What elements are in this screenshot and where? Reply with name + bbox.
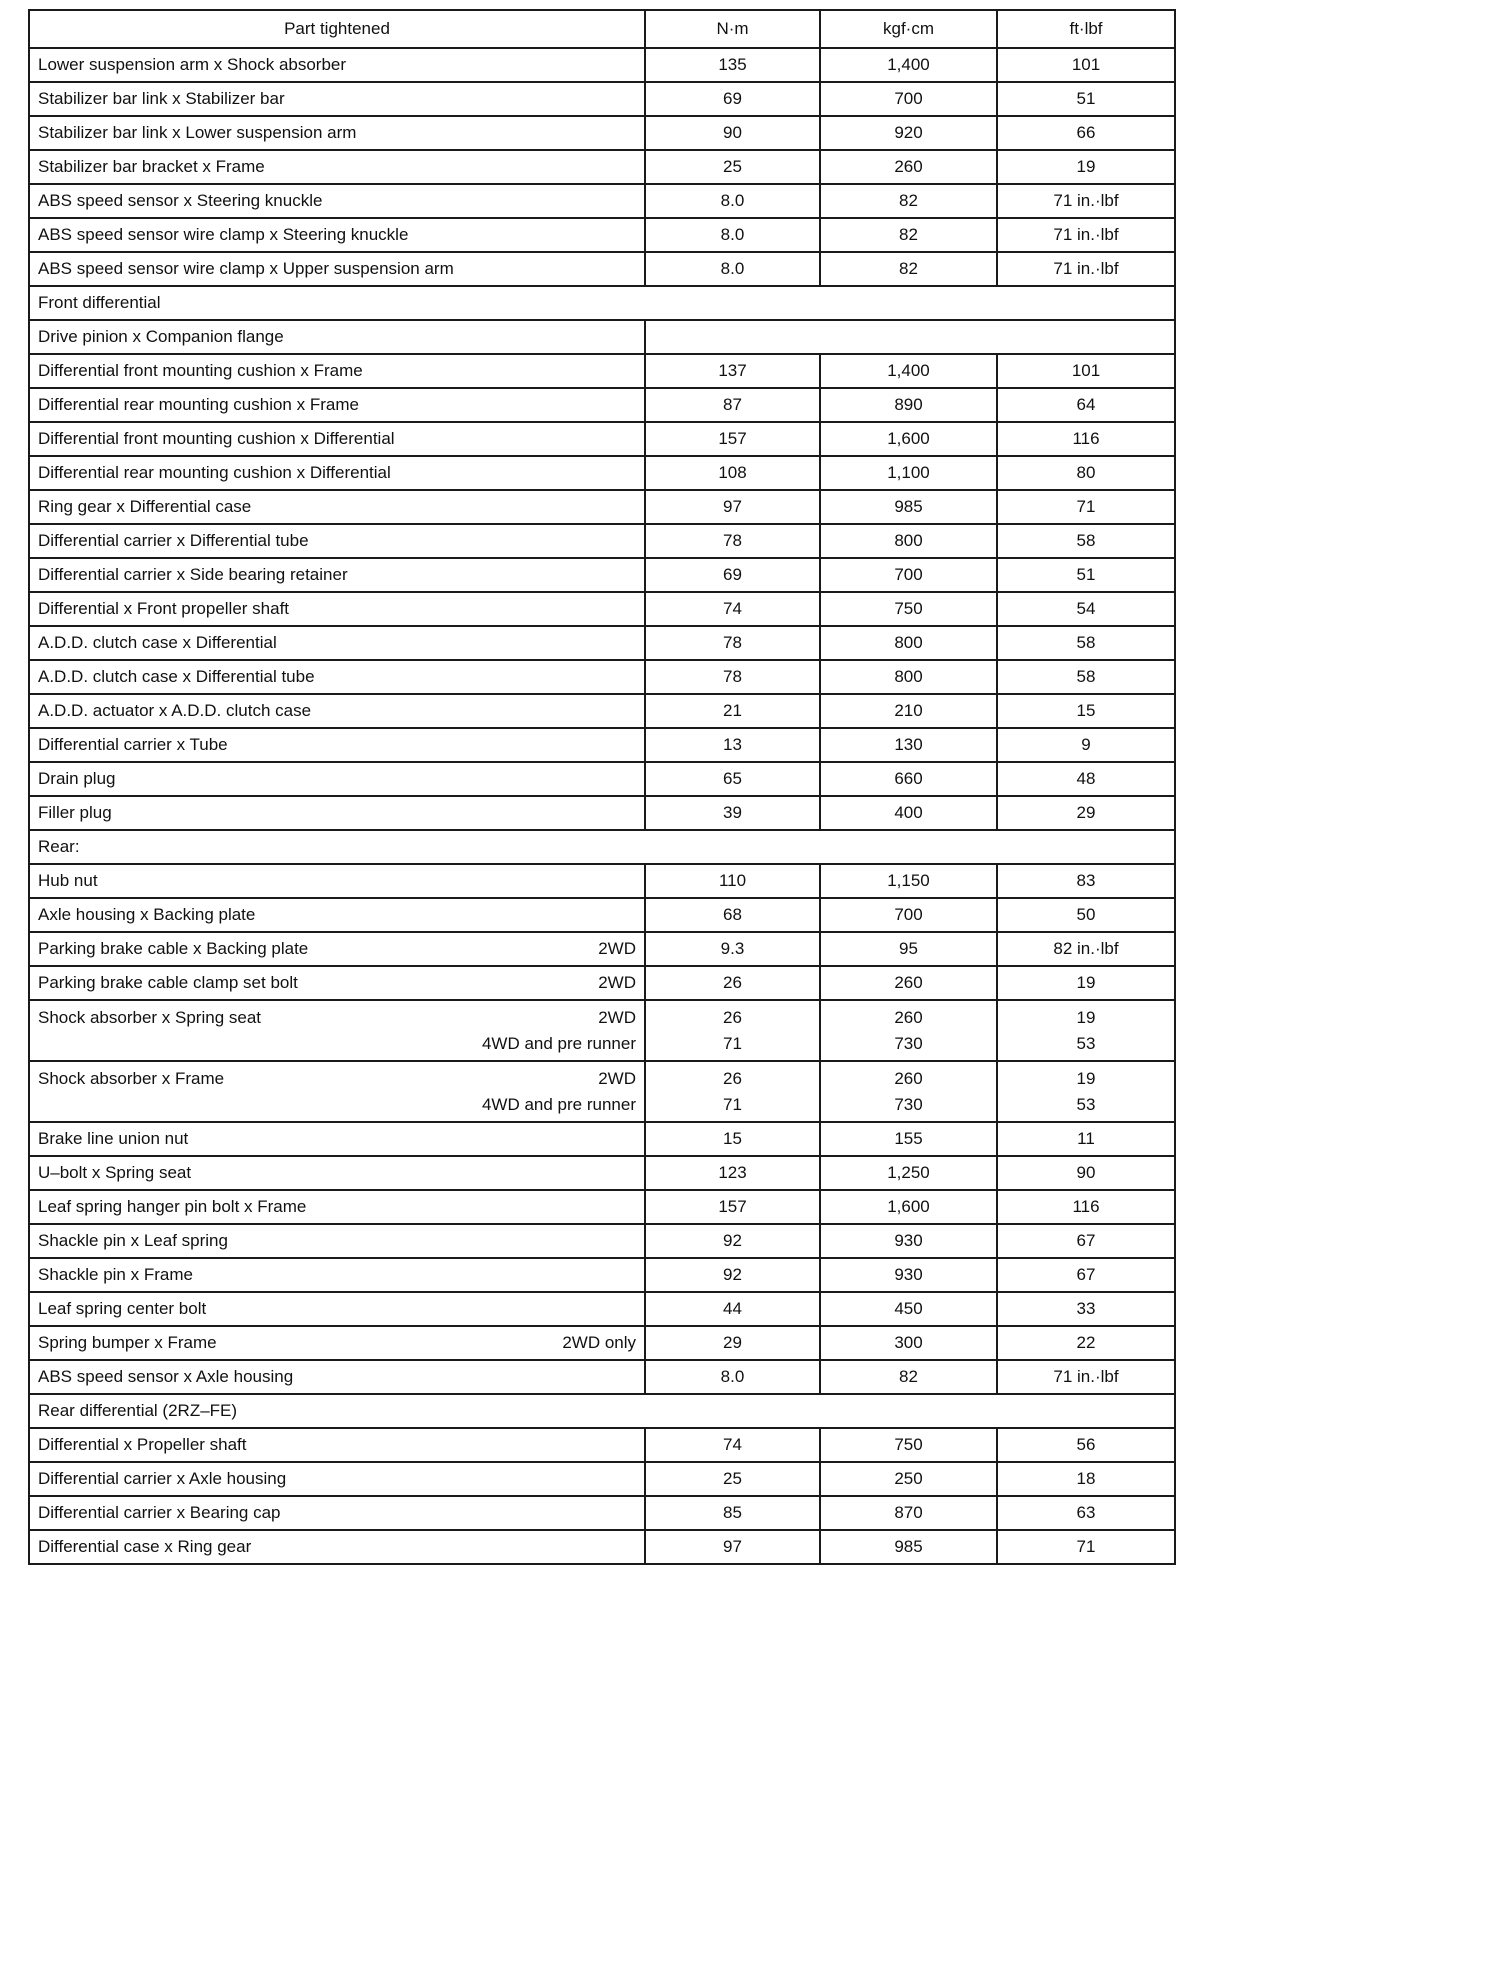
kgf-cell: 400: [820, 796, 997, 830]
part-cell: [29, 116, 645, 150]
table-row: [29, 524, 1175, 558]
nm-cell: 123: [645, 1156, 820, 1190]
nm-cell: 15: [645, 1122, 820, 1156]
section-title: Rear differential (2RZ–FE): [29, 1394, 1175, 1428]
part-name: A.D.D. clutch case x Differential tube: [38, 667, 315, 686]
table-row: [29, 388, 1175, 422]
part-cell: [29, 864, 645, 898]
part-cell: [29, 218, 645, 252]
part-cell: [29, 354, 645, 388]
ft-cell: 22: [997, 1326, 1175, 1360]
ft-cell: 90: [997, 1156, 1175, 1190]
ft-cell: [997, 1000, 1175, 1061]
table-row: [29, 694, 1175, 728]
part-cell: [29, 626, 645, 660]
kgf-cell: 700: [820, 82, 997, 116]
nm-cell: 78: [645, 660, 820, 694]
part-name: Stabilizer bar link x Stabilizer bar: [38, 89, 285, 108]
nm-cell: 68: [645, 898, 820, 932]
section-row: [29, 1394, 1175, 1428]
part-name: Lower suspension arm x Shock absorber: [38, 55, 347, 74]
ft-cell: 11: [997, 1122, 1175, 1156]
ft-cell: 9: [997, 728, 1175, 762]
table-row: [29, 456, 1175, 490]
kgf-cell: 260: [820, 966, 997, 1000]
kgf-cell: 1,600: [820, 1190, 997, 1224]
ft-cell: 50: [997, 898, 1175, 932]
ft-cell: 18: [997, 1462, 1175, 1496]
kgf-cell: 155: [820, 1122, 997, 1156]
torque-spec-sheet: [28, 9, 1174, 1565]
part-cell: [29, 388, 645, 422]
part-name: U–bolt x Spring seat: [38, 1163, 192, 1182]
part-name: Differential rear mounting cushion x Frame: [38, 395, 359, 414]
part-cell: [29, 660, 645, 694]
nm-cell: 92: [645, 1224, 820, 1258]
kgf-cell: 800: [820, 660, 997, 694]
ft-cell: 116: [997, 422, 1175, 456]
table-row: [29, 1190, 1175, 1224]
kgf-cell: 82: [820, 1360, 997, 1394]
part-name: Ring gear x Differential case: [38, 497, 252, 516]
section-title: Rear:: [29, 830, 1175, 864]
part-name: Brake line union nut: [38, 1129, 189, 1148]
part-cell: [29, 1122, 645, 1156]
nm-cell: 97: [645, 1530, 820, 1564]
part-name: Stabilizer bar link x Lower suspension arm: [38, 123, 357, 142]
kgf-cell: 750: [820, 592, 997, 626]
part-cell: [29, 1224, 645, 1258]
nm-cell: 25: [645, 150, 820, 184]
nm-cell: 65: [645, 762, 820, 796]
part-cell: [29, 966, 645, 1000]
table-row: [29, 1530, 1175, 1564]
part-name: Spring bumper x Frame: [38, 1333, 217, 1352]
ft-cell: 19: [997, 150, 1175, 184]
table-row: [29, 48, 1175, 82]
nm-cell: 8.0: [645, 1360, 820, 1394]
nm-cell: 8.0: [645, 218, 820, 252]
part-cell: [29, 422, 645, 456]
nm-cell: [645, 1061, 820, 1122]
ft-cell: 51: [997, 558, 1175, 592]
table-row: [29, 354, 1175, 388]
ft-cell: 116: [997, 1190, 1175, 1224]
section-title: Front differential: [29, 286, 1175, 320]
nm-cell-value-2: 71: [723, 1033, 742, 1053]
nm-cell-value-2: 71: [723, 1094, 742, 1114]
part-note-2: 4WD and pre runner: [481, 1094, 636, 1114]
part-cell: [29, 1462, 645, 1496]
part-name: Drain plug: [38, 769, 116, 788]
kgf-cell: 82: [820, 252, 997, 286]
part-name: Differential carrier x Bearing cap: [38, 1503, 281, 1522]
ft-cell: 58: [997, 524, 1175, 558]
kgf-cell: 260: [820, 150, 997, 184]
nm-cell: 110: [645, 864, 820, 898]
table-row: [29, 728, 1175, 762]
kgf-cell: 700: [820, 898, 997, 932]
table-row: [29, 932, 1175, 966]
part-note: 2WD: [598, 939, 636, 958]
ft-cell: 33: [997, 1292, 1175, 1326]
kgf-cell: [820, 1000, 997, 1061]
part-name: Differential x Propeller shaft: [38, 1435, 247, 1454]
header-nm: N·m: [645, 10, 820, 48]
ft-cell: 15: [997, 694, 1175, 728]
part-name: Differential carrier x Side bearing retainer: [38, 565, 348, 584]
kgf-cell: 985: [820, 1530, 997, 1564]
nm-cell: 108: [645, 456, 820, 490]
ft-cell: 51: [997, 82, 1175, 116]
nm-cell: 69: [645, 82, 820, 116]
part-cell: [29, 1360, 645, 1394]
kgf-cell: 82: [820, 218, 997, 252]
part-name: Axle housing x Backing plate: [38, 905, 256, 924]
part-name: Filler plug: [38, 803, 112, 822]
part-cell: [29, 694, 645, 728]
part-note: 2WD only: [562, 1333, 636, 1352]
part-line: [38, 1005, 636, 1031]
table-row: [29, 1326, 1175, 1360]
ft-cell: 54: [997, 592, 1175, 626]
ft-cell: 19: [997, 966, 1175, 1000]
part-name: A.D.D. clutch case x Differential: [38, 633, 277, 652]
nm-cell: 90: [645, 116, 820, 150]
part-name: ABS speed sensor wire clamp x Steering knuckle: [38, 225, 409, 244]
kgf-cell: 800: [820, 524, 997, 558]
kgf-cell: [820, 1061, 997, 1122]
subheader-blank: [645, 320, 1175, 354]
part-cell: [29, 1156, 645, 1190]
part-note-2: 4WD and pre runner: [481, 1033, 636, 1053]
kgf-cell: 250: [820, 1462, 997, 1496]
nm-cell: 78: [645, 524, 820, 558]
table-row: [29, 898, 1175, 932]
kgf-cell: 300: [820, 1326, 997, 1360]
part-name: Shock absorber x Spring seat: [38, 1007, 262, 1027]
table-row: [29, 1224, 1175, 1258]
part-name: Parking brake cable clamp set bolt: [38, 973, 298, 992]
kgf-cell-value-2: 730: [894, 1033, 923, 1053]
kgf-cell-value: 260: [894, 1007, 923, 1027]
nm-cell-value: 26: [723, 1007, 742, 1027]
nm-cell: 157: [645, 1190, 820, 1224]
table-row: [29, 1156, 1175, 1190]
part-cell: [29, 1326, 645, 1360]
nm-cell: 92: [645, 1258, 820, 1292]
part-cell: [29, 82, 645, 116]
part-cell: [29, 1428, 645, 1462]
nm-cell: 44: [645, 1292, 820, 1326]
header-part: Part tightened: [29, 10, 645, 48]
part-name: Differential case x Ring gear: [38, 1537, 252, 1556]
nm-cell: 13: [645, 728, 820, 762]
part-note: 2WD: [598, 1068, 636, 1088]
table-row: [29, 218, 1175, 252]
part-name: Differential front mounting cushion x Differential: [38, 429, 395, 448]
nm-cell: 85: [645, 1496, 820, 1530]
part-cell: [29, 1190, 645, 1224]
part-cell: [29, 796, 645, 830]
nm-cell: 69: [645, 558, 820, 592]
part-cell: [29, 592, 645, 626]
nm-cell: 74: [645, 1428, 820, 1462]
part-cell: [29, 1000, 645, 1061]
table-row: [29, 1496, 1175, 1530]
kgf-cell: 985: [820, 490, 997, 524]
ft-cell: 71 in.·lbf: [997, 218, 1175, 252]
part-cell: [29, 524, 645, 558]
part-name: Hub nut: [38, 871, 98, 890]
kgf-cell: 920: [820, 116, 997, 150]
part-name: ABS speed sensor x Axle housing: [38, 1367, 294, 1386]
table-row: [29, 1462, 1175, 1496]
ft-cell: 48: [997, 762, 1175, 796]
kgf-cell: 210: [820, 694, 997, 728]
part-cell: [29, 48, 645, 82]
header-kgf: kgf·cm: [820, 10, 997, 48]
part-cell: [29, 932, 645, 966]
nm-cell: 9.3: [645, 932, 820, 966]
kgf-cell: 660: [820, 762, 997, 796]
kgf-cell: 890: [820, 388, 997, 422]
nm-cell: 39: [645, 796, 820, 830]
nm-cell: 137: [645, 354, 820, 388]
part-name: Leaf spring hanger pin bolt x Frame: [38, 1197, 307, 1216]
ft-cell: 101: [997, 354, 1175, 388]
part-cell: [29, 150, 645, 184]
ft-cell-value-2: 53: [1076, 1033, 1096, 1053]
kgf-cell: 1,400: [820, 48, 997, 82]
part-cell: [29, 252, 645, 286]
section-row: [29, 286, 1175, 320]
kgf-cell: 1,400: [820, 354, 997, 388]
kgf-cell: 930: [820, 1224, 997, 1258]
ft-cell: 71: [997, 490, 1175, 524]
kgf-cell: 930: [820, 1258, 997, 1292]
ft-cell: 82 in.·lbf: [997, 932, 1175, 966]
table-row: [29, 966, 1175, 1000]
ft-cell: 71 in.·lbf: [997, 1360, 1175, 1394]
kgf-cell: 700: [820, 558, 997, 592]
part-name: Differential carrier x Tube: [38, 735, 228, 754]
part-name: Parking brake cable x Backing plate: [38, 939, 309, 958]
part-name: Shock absorber x Frame: [38, 1068, 225, 1088]
torque-table: [28, 9, 1176, 1565]
part-name: Shackle pin x Frame: [38, 1265, 193, 1284]
table-row: [29, 252, 1175, 286]
ft-cell: 101: [997, 48, 1175, 82]
nm-cell: 74: [645, 592, 820, 626]
nm-cell: 26: [645, 966, 820, 1000]
part-cell: [29, 490, 645, 524]
kgf-cell: 1,150: [820, 864, 997, 898]
table-row: [29, 116, 1175, 150]
ft-cell: 80: [997, 456, 1175, 490]
table-row: [29, 184, 1175, 218]
table-row: [29, 1360, 1175, 1394]
kgf-cell: 130: [820, 728, 997, 762]
kgf-cell: 1,100: [820, 456, 997, 490]
part-name: Differential carrier x Axle housing: [38, 1469, 287, 1488]
part-cell: [29, 184, 645, 218]
nm-cell: 87: [645, 388, 820, 422]
table-row: [29, 864, 1175, 898]
part-name: Differential carrier x Differential tube: [38, 531, 309, 550]
header-ft: ft·lbf: [997, 10, 1175, 48]
ft-cell: 67: [997, 1224, 1175, 1258]
nm-cell: 78: [645, 626, 820, 660]
nm-cell: 21: [645, 694, 820, 728]
ft-cell: 63: [997, 1496, 1175, 1530]
table-row: [29, 1000, 1175, 1061]
subheader-title: Drive pinion x Companion flange: [29, 320, 645, 354]
ft-cell: 58: [997, 660, 1175, 694]
part-cell: [29, 1061, 645, 1122]
ft-cell-value: 19: [1076, 1007, 1096, 1027]
part-note: 2WD: [598, 1007, 636, 1027]
nm-cell: 8.0: [645, 184, 820, 218]
table-row: [29, 1061, 1175, 1122]
table-row: [29, 422, 1175, 456]
table-row: [29, 1122, 1175, 1156]
table-row: [29, 82, 1175, 116]
part-name: Differential rear mounting cushion x Differential: [38, 463, 391, 482]
table-row: [29, 592, 1175, 626]
part-name: ABS speed sensor wire clamp x Upper suspension arm: [38, 259, 454, 278]
nm-cell: [645, 1000, 820, 1061]
ft-cell: 71 in.·lbf: [997, 252, 1175, 286]
ft-cell: 58: [997, 626, 1175, 660]
nm-cell: 97: [645, 490, 820, 524]
part-name: Stabilizer bar bracket x Frame: [38, 157, 265, 176]
ft-cell: 29: [997, 796, 1175, 830]
nm-cell: 29: [645, 1326, 820, 1360]
part-name: A.D.D. actuator x A.D.D. clutch case: [38, 701, 312, 720]
part-cell: [29, 1258, 645, 1292]
part-cell: [29, 1530, 645, 1564]
part-cell: [29, 1292, 645, 1326]
part-cell: [29, 728, 645, 762]
table-row: [29, 150, 1175, 184]
kgf-cell-value-2: 730: [894, 1094, 923, 1114]
part-name: Differential front mounting cushion x Frame: [38, 361, 363, 380]
part-cell: [29, 558, 645, 592]
part-name: Differential x Front propeller shaft: [38, 599, 290, 618]
part-cell: [29, 898, 645, 932]
part-name: ABS speed sensor x Steering knuckle: [38, 191, 323, 210]
kgf-cell: 82: [820, 184, 997, 218]
kgf-cell-value: 260: [894, 1068, 923, 1088]
kgf-cell: 450: [820, 1292, 997, 1326]
part-cell: [29, 762, 645, 796]
kgf-cell: 1,250: [820, 1156, 997, 1190]
ft-cell: 64: [997, 388, 1175, 422]
ft-cell-value: 19: [1076, 1068, 1096, 1088]
part-name: Leaf spring center bolt: [38, 1299, 207, 1318]
nm-cell: 25: [645, 1462, 820, 1496]
table-row: [29, 1428, 1175, 1462]
table-row: [29, 626, 1175, 660]
ft-cell: 71: [997, 1530, 1175, 1564]
part-cell: [29, 456, 645, 490]
ft-cell: 67: [997, 1258, 1175, 1292]
ft-cell: [997, 1061, 1175, 1122]
table-row: [29, 490, 1175, 524]
nm-cell-value: 26: [723, 1068, 742, 1088]
nm-cell: 8.0: [645, 252, 820, 286]
table-row: [29, 1292, 1175, 1326]
table-row: [29, 660, 1175, 694]
ft-cell: 56: [997, 1428, 1175, 1462]
table-body: [29, 48, 1175, 1564]
kgf-cell: 750: [820, 1428, 997, 1462]
ft-cell: 83: [997, 864, 1175, 898]
table-row: [29, 796, 1175, 830]
table-row: [29, 762, 1175, 796]
table-row: [29, 1258, 1175, 1292]
header-row: [29, 10, 1175, 48]
nm-cell: 135: [645, 48, 820, 82]
kgf-cell: 870: [820, 1496, 997, 1530]
part-note: 2WD: [598, 973, 636, 992]
kgf-cell: 800: [820, 626, 997, 660]
ft-cell: 66: [997, 116, 1175, 150]
table-row: [29, 558, 1175, 592]
kgf-cell: 1,600: [820, 422, 997, 456]
nm-cell: 157: [645, 422, 820, 456]
ft-cell: 71 in.·lbf: [997, 184, 1175, 218]
kgf-cell: 95: [820, 932, 997, 966]
subheader-row: [29, 320, 1175, 354]
section-row: [29, 830, 1175, 864]
part-line: [38, 1066, 636, 1092]
ft-cell-value-2: 53: [1076, 1094, 1096, 1114]
part-cell: [29, 1496, 645, 1530]
part-name: Shackle pin x Leaf spring: [38, 1231, 228, 1250]
